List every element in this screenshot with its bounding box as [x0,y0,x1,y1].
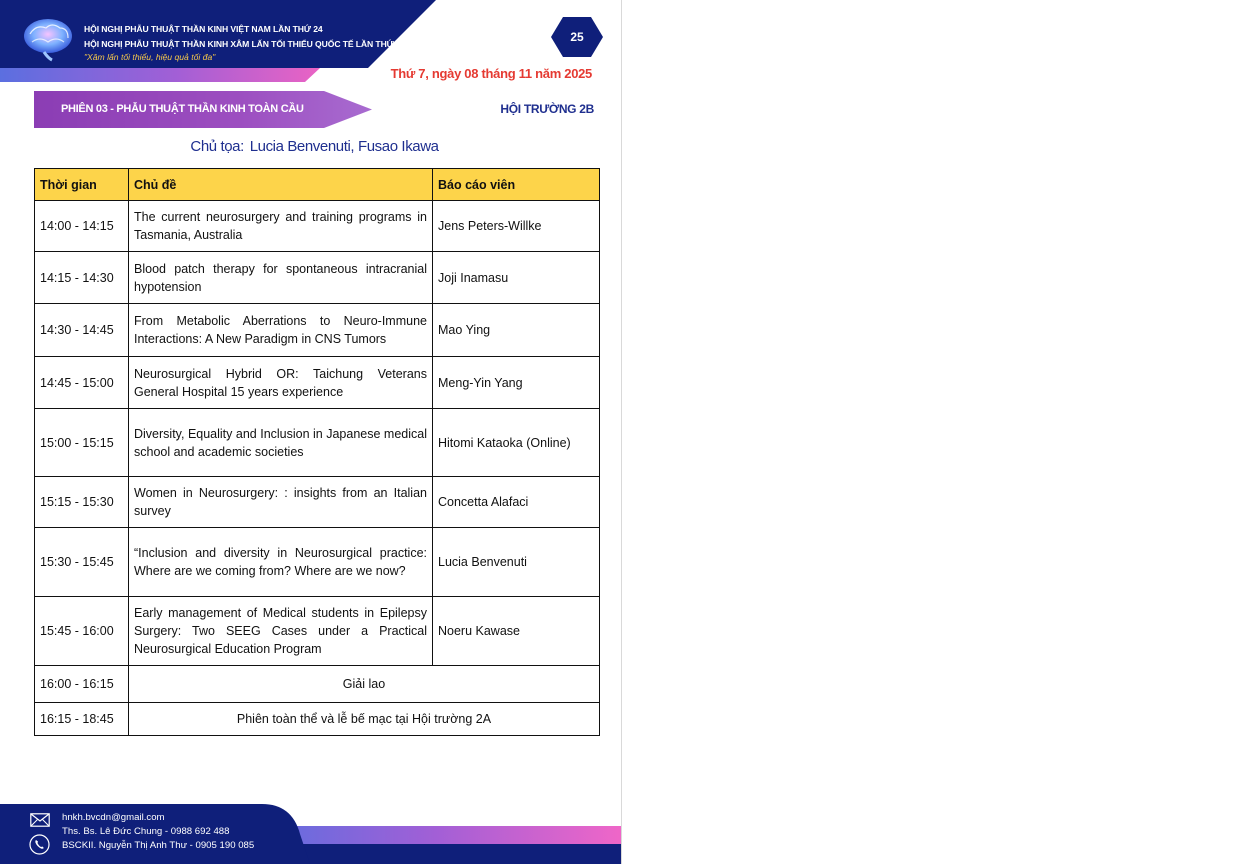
conference-title-1: HỘI NGHỊ PHẪU THUẬT THẦN KINH VIỆT NAM LẦN THỨ 24 [84,24,323,34]
phone-icon [29,834,50,855]
row-topic: The current neurosurgery and training programs in Tasmania, Australia [129,201,433,252]
table-row [35,597,600,666]
program-page [0,0,622,864]
session-date: Thứ 7, ngày 08 tháng 11 năm 2025 [390,66,592,81]
chairs-names: Lucia Benvenuti, Fusao Ikawa [249,138,439,155]
row-speaker: Meng-Yin Yang [433,357,600,409]
row-topic: “Inclusion and diversity in Neurosurgical practice: Where are we coming from? Where are we now? [129,528,433,597]
page-number: 25 [570,30,584,44]
header-time: Thời gian [35,169,129,201]
row-time: 15:45 - 16:00 [35,597,129,666]
row-topic: Diversity, Equality and Inclusion in Japanese medical school and academic societies [129,409,433,477]
row-time: 14:30 - 14:45 [35,304,129,357]
row-speaker: Joji Inamasu [433,252,600,304]
closing-time: 16:15 - 18:45 [35,703,129,736]
row-topic: From Metabolic Aberrations to Neuro-Immune Interactions: A New Paradigm in CNS Tumors [129,304,433,357]
row-speaker: Lucia Benvenuti [433,528,600,597]
row-topic: Women in Neurosurgery: : insights from an Italian survey [129,477,433,528]
table-row [35,201,600,252]
schedule-table [34,168,600,736]
brain-logo-icon [20,14,76,62]
row-topic: Neurosurgical Hybrid OR: Taichung Veterans General Hospital 15 years experience [129,357,433,409]
footer-contacts [62,811,254,853]
row-time: 14:00 - 14:15 [35,201,129,252]
table-row [35,357,600,409]
closing-label: Phiên toàn thể và lễ bế mạc tại Hội trường 2A [129,703,600,736]
chairs-label: Chủ tọa: [190,138,244,155]
table-row [35,528,600,597]
hall-name: HỘI TRƯỜNG 2B [500,102,594,116]
row-time: 14:15 - 14:30 [35,252,129,304]
footer-contact-1: Ths. Bs. Lê Đức Chung - 0988 692 488 [62,826,230,837]
break-time: 16:00 - 16:15 [35,666,129,703]
conference-title-2: HỘI NGHỊ PHẪU THUẬT THẦN KINH XÂM LẤN TỐI THIỂU QUỐC TẾ LẦN THỨ 9 [84,39,401,49]
row-topic: Blood patch therapy for spontaneous intracranial hypotension [129,252,433,304]
conference-slogan: "Xâm lấn tối thiểu, hiệu quả tối đa" [84,52,216,62]
footer-email: hnkh.bvcdn@gmail.com [62,812,165,823]
empty-viewer-area [622,0,1247,864]
header-topic: Chủ đề [129,169,433,201]
row-time: 15:00 - 15:15 [35,409,129,477]
row-speaker: Noeru Kawase [433,597,600,666]
table-row [35,252,600,304]
row-time: 15:15 - 15:30 [35,477,129,528]
session-title: PHIÊN 03 - PHẪU THUẬT THẦN KINH TOÀN CẦU [61,103,304,115]
table-header-row [35,169,600,201]
break-label: Giải lao [129,666,600,703]
row-speaker: Concetta Alafaci [433,477,600,528]
session-chairs [0,138,622,155]
row-speaker: Jens Peters-Willke [433,201,600,252]
break-row [35,666,600,703]
footer-contact-2: BSCKII. Nguyễn Thị Anh Thư - 0905 190 085 [62,840,255,851]
table-row [35,477,600,528]
table-row [35,304,600,357]
header-speaker: Báo cáo viên [433,169,600,201]
row-speaker: Hitomi Kataoka (Online) [433,409,600,477]
row-time: 15:30 - 15:45 [35,528,129,597]
row-time: 14:45 - 15:00 [35,357,129,409]
conference-header [84,22,401,63]
row-speaker: Mao Ying [433,304,600,357]
mail-icon [30,813,50,827]
table-row [35,409,600,477]
row-topic: Early management of Medical students in Epilepsy Surgery: Two SEEG Cases under a Practical Neurosurgical Education Program [129,597,433,666]
closing-row [35,703,600,736]
